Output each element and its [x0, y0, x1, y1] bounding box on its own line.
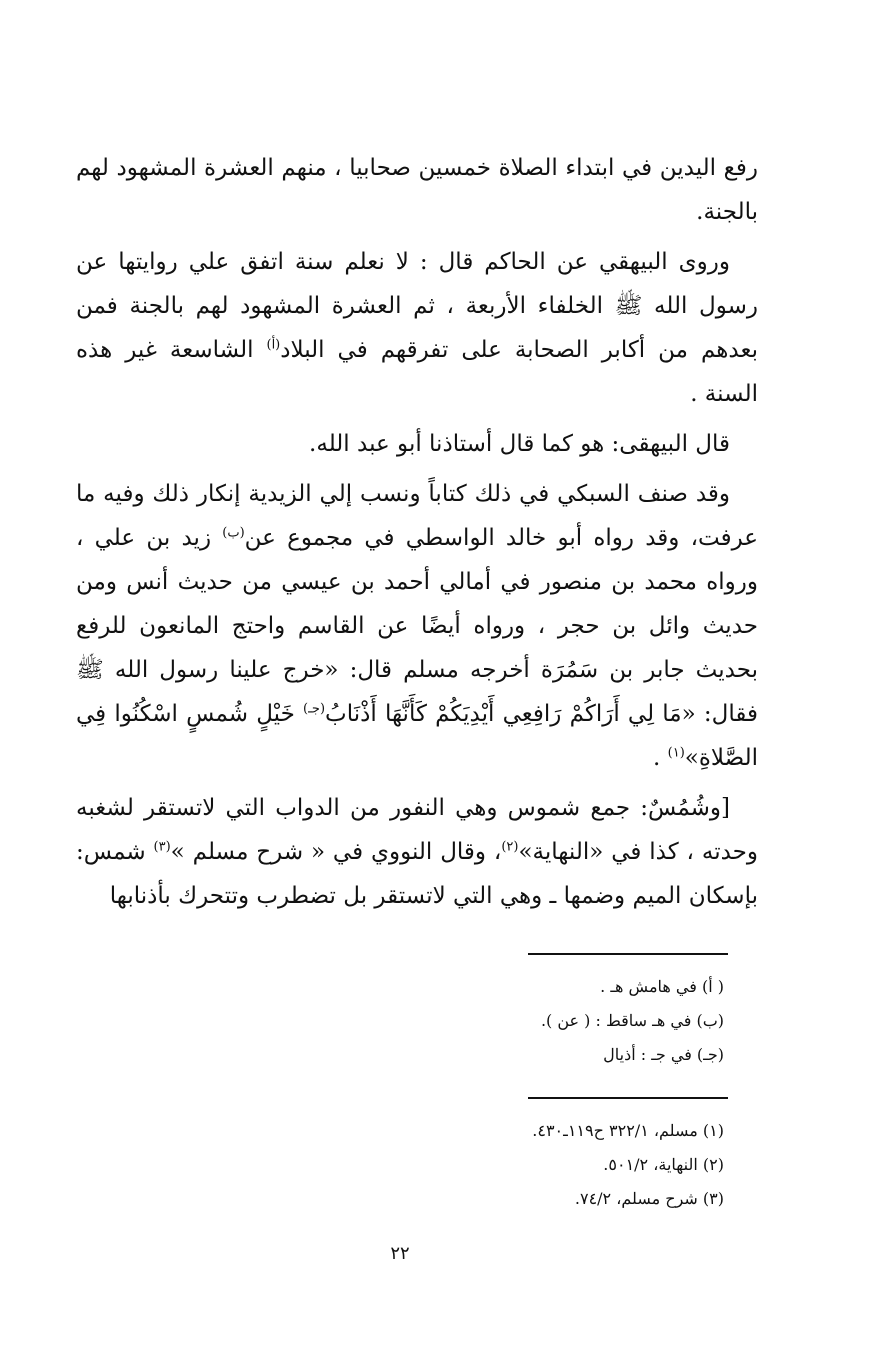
variant-notes [300, 970, 724, 1072]
paragraph-1-text: رفع اليدين في ابتداء الصلاة خمسين صحابيا ، منهم العشرة المشهود لهم بالجنة. [76, 155, 758, 225]
paragraph-4-hadith-end: خَيْلٍ شُمسٍ اسْكُنُوا فِي الصَّلاةِ» [76, 701, 758, 771]
paragraph-5 [76, 786, 758, 918]
paragraph-4-middle: زيد بن علي ، ورواه محمد بن منصور في أمالي أحمد بن عيسي من حديث أنس ومن حديث وائل بن حجر ، ورواه أيضًا عن القاسم واحتج المانعون للرفع بحديث جابر بن سَمُرَة أخرجه مسلم قال: «خرج علينا رسول الله ﷺ فقال: «مَا لِي أَرَاكُمْ رَافِعِي أَيْدِيَكُمْ كَأَنَّهَا أَذْنَابُ [76, 525, 759, 727]
variant-note-c: (جـ) في جـ : أذيال [603, 1045, 724, 1064]
page-number: ٢٢ [390, 1243, 410, 1264]
source-note-1: (١) مسلم، ٣٢٢/١ ح١١٩ـ٤٣٠. [532, 1121, 724, 1140]
variant-note-a: ( أ) في هامش هـ . [600, 977, 724, 996]
source-note-2: (٢) النهاية، ٥٠١/٢. [603, 1155, 724, 1174]
variant-note-b: (ب) في هـ ساقط : ( عن ). [540, 1011, 724, 1030]
paragraph-2-end: الشاسعة غير هذه السنة . [76, 337, 758, 407]
footnote-marker-c: (جـ) [303, 701, 326, 717]
paragraph-3-text: قال البيهقى: هو كما قال أستاذنا أبو عبد الله. [309, 431, 730, 457]
paragraph-4-text: وقد صنف السبكي في ذلك كتاباً ونسب إلي الزيدية إنكار ذلك وفيه ما عرفت، وقد رواه أبو خالد الواسطي في مجموع عن [76, 481, 758, 551]
paragraph-2-text: وروى البيهقي عن الحاكم قال : لا نعلم سنة اتفق علي روايتها عن رسول الله ﷺ الخلفاء الأربعة ، ثم العشرة المشهود لهم بالجنة فمن بعدهم من أكابر الصحابة على تفرقهم في البلاد [76, 249, 758, 363]
footnote-divider-sources [528, 1097, 728, 1099]
paragraph-5-end: شمس: بإسكان الميم وضمها ـ وهي التي لاتستقر بل تضطرب وتتحرك بأذنابها [76, 839, 758, 909]
source-notes [300, 1114, 724, 1216]
footnote-marker-1: (١) [667, 745, 685, 761]
paragraph-2 [76, 240, 758, 416]
paragraph-4-end: . [653, 745, 668, 771]
footnote-marker-a: (أ) [266, 337, 281, 353]
source-note-3: (٣) شرح مسلم، ٧٤/٢. [574, 1189, 724, 1208]
footnote-marker-b: (ب) [222, 525, 245, 541]
footnote-marker-2: (٢) [501, 839, 519, 855]
footnote-marker-3: (٣) [153, 839, 171, 855]
paragraph-1 [76, 146, 758, 234]
footnote-divider-variants [528, 953, 728, 955]
main-text [76, 146, 758, 924]
paragraph-4 [76, 472, 758, 780]
paragraph-5-middle: ، وقال النووي في « شرح مسلم » [170, 839, 502, 865]
paragraph-5-text: [وشُمُسٌ: جمع شموس وهي النفور من الدواب التي لاتستقر لشغبه وحدته ، كذا في «النهاية» [76, 795, 758, 865]
paragraph-3 [76, 422, 758, 466]
